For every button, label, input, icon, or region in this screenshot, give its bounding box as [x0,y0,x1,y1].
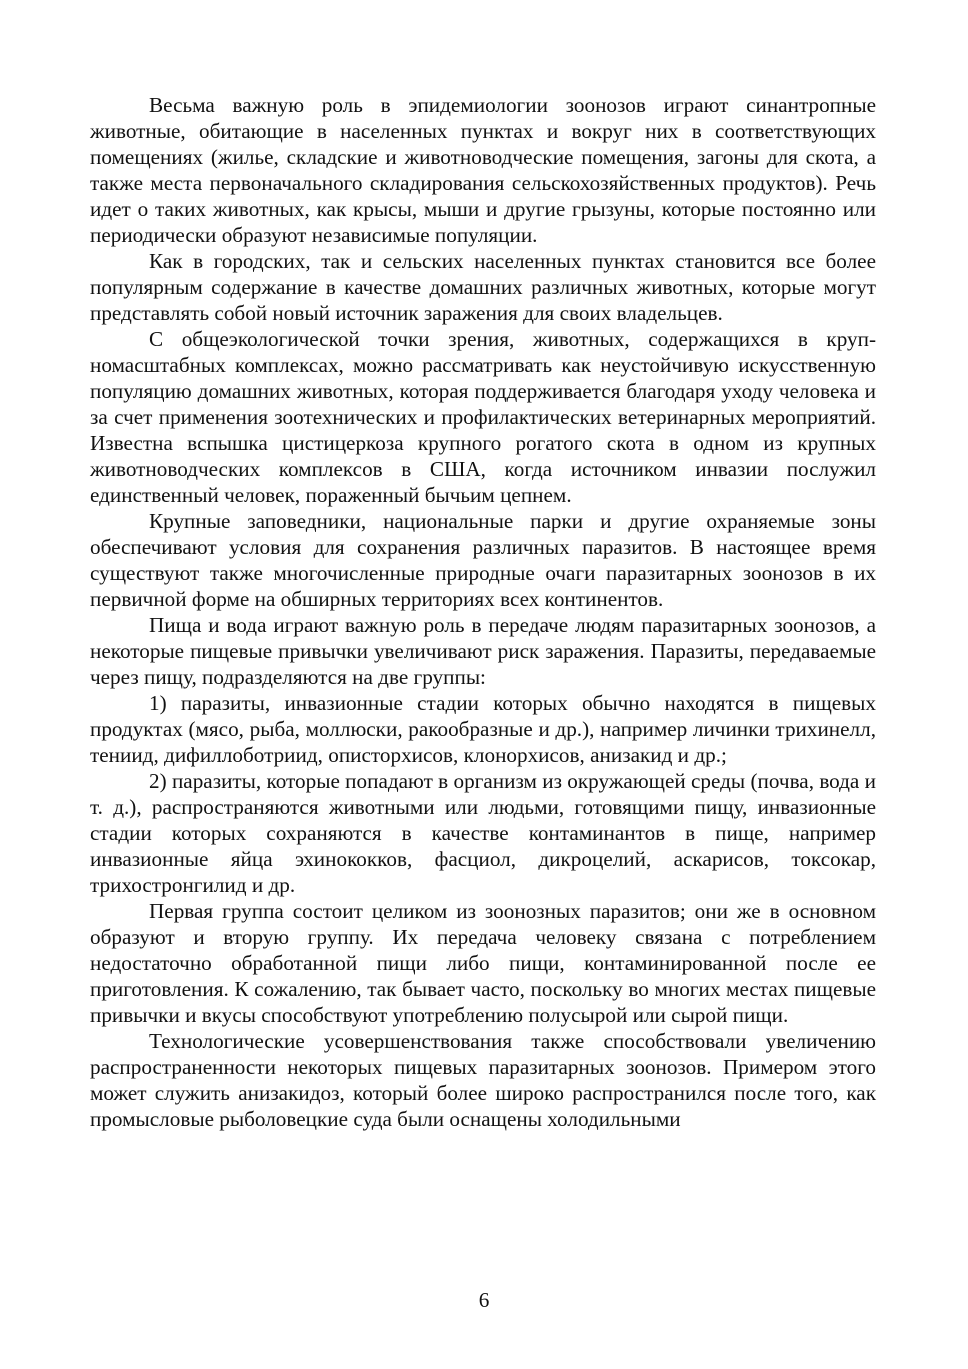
list-item-group-1: 1) паразиты, инвазионные стадии которых обычно находятся в пищевых продуктах (мясо, рыба, моллюски, ракообразные и др.), например личинки трихинелл, тениид, дифиллоботриид, описторхисов, клонорхисов, анизакид и др.; [90,691,876,767]
list-item-group-2: 2) паразиты, которые попадают в организм из окружающей среды (почва, вода и т. д.), распространяются животными или людьми, готовящими пищу, инвазионные стадии которых сохраняются в качестве контаминантов в пище, например инвазионные яйца эхинококков, фасциол, дикроцелий, аскарисов, токсокар, трихостронгилид и др. [90,769,876,897]
paragraph-synanthropic-animals: Весьма важную роль в эпидемиологии зоонозов играют синантропные животные, обитающие в населенных пунктах и вокруг них в соответствующих помещениях (жилье, складские и животноводческие помещения, загоны для скота, а также места первоначального складирования сельскохозяйственных продуктов). Речь идет о таких животных, как крысы, мыши и другие грызуны, которые постоянно или периодически образуют независимые популяции. [90,93,876,247]
page-body [90,92,876,1132]
paragraph-technological-improvements: Технологические усовершенствования также способствовали увеличению распространенности некоторых пищевых паразитарных зоонозов. Примером этого может служить анизакидоз, который более широко распространился после того, как промысловые рыболовецкие суда были оснащены холодильными [90,1029,876,1131]
page-number: 6 [478,1288,490,1312]
paragraph-food-and-water: Пища и вода играют важную роль в передаче людям паразитарных зоонозов, а некоторые пищевые привычки увеличивают риск заражения. Паразиты, передаваемые через пищу, подразделяются на две группы: [90,613,876,689]
paragraph-first-group: Первая группа состоит целиком из зоонозных паразитов; они же в основном образуют и вторую группу. Их передача человеку связана с потреблением недостаточно обработанной пищи либо пищи, контаминированной после ее приготовления. К сожалению, так бывает часто, поскольку во многих местах пищевые привычки и вкусы способствуют употреблению полусырой или сырой пищи. [90,899,876,1027]
paragraph-reserves: Крупные заповедники, национальные парки и другие охраняемые зоны обеспечивают условия для сохранения различных паразитов. В настоящее время существуют также многочисленные природные очаги паразитарных зоонозов в их первичной форме на обширных территориях всех континентов. [90,509,876,611]
paragraph-ecological-view: С общеэкологической точки зрения, животных, содержащихся в крупномасштабных комплексах, можно рассматривать как неустойчивую искусственную популяцию домашних животных, которая поддерживается благодаря уходу человека и за счет применения зоотехнических и профилактических ветеринарных мероприятий. Известна вспышка цистицеркоза крупного рогатого скота в одном из крупных животноводческих комплексов в США, когда источником инвазии послужил единственный человек, пораженный бычьим цепнем. [90,327,876,507]
paragraph-domestic-animals: Как в городских, так и сельских населенных пунктах становится все более популярным содержание в качестве домашних различных животных, которые могут представлять собой новый источник заражения для своих владельцев. [90,249,876,325]
